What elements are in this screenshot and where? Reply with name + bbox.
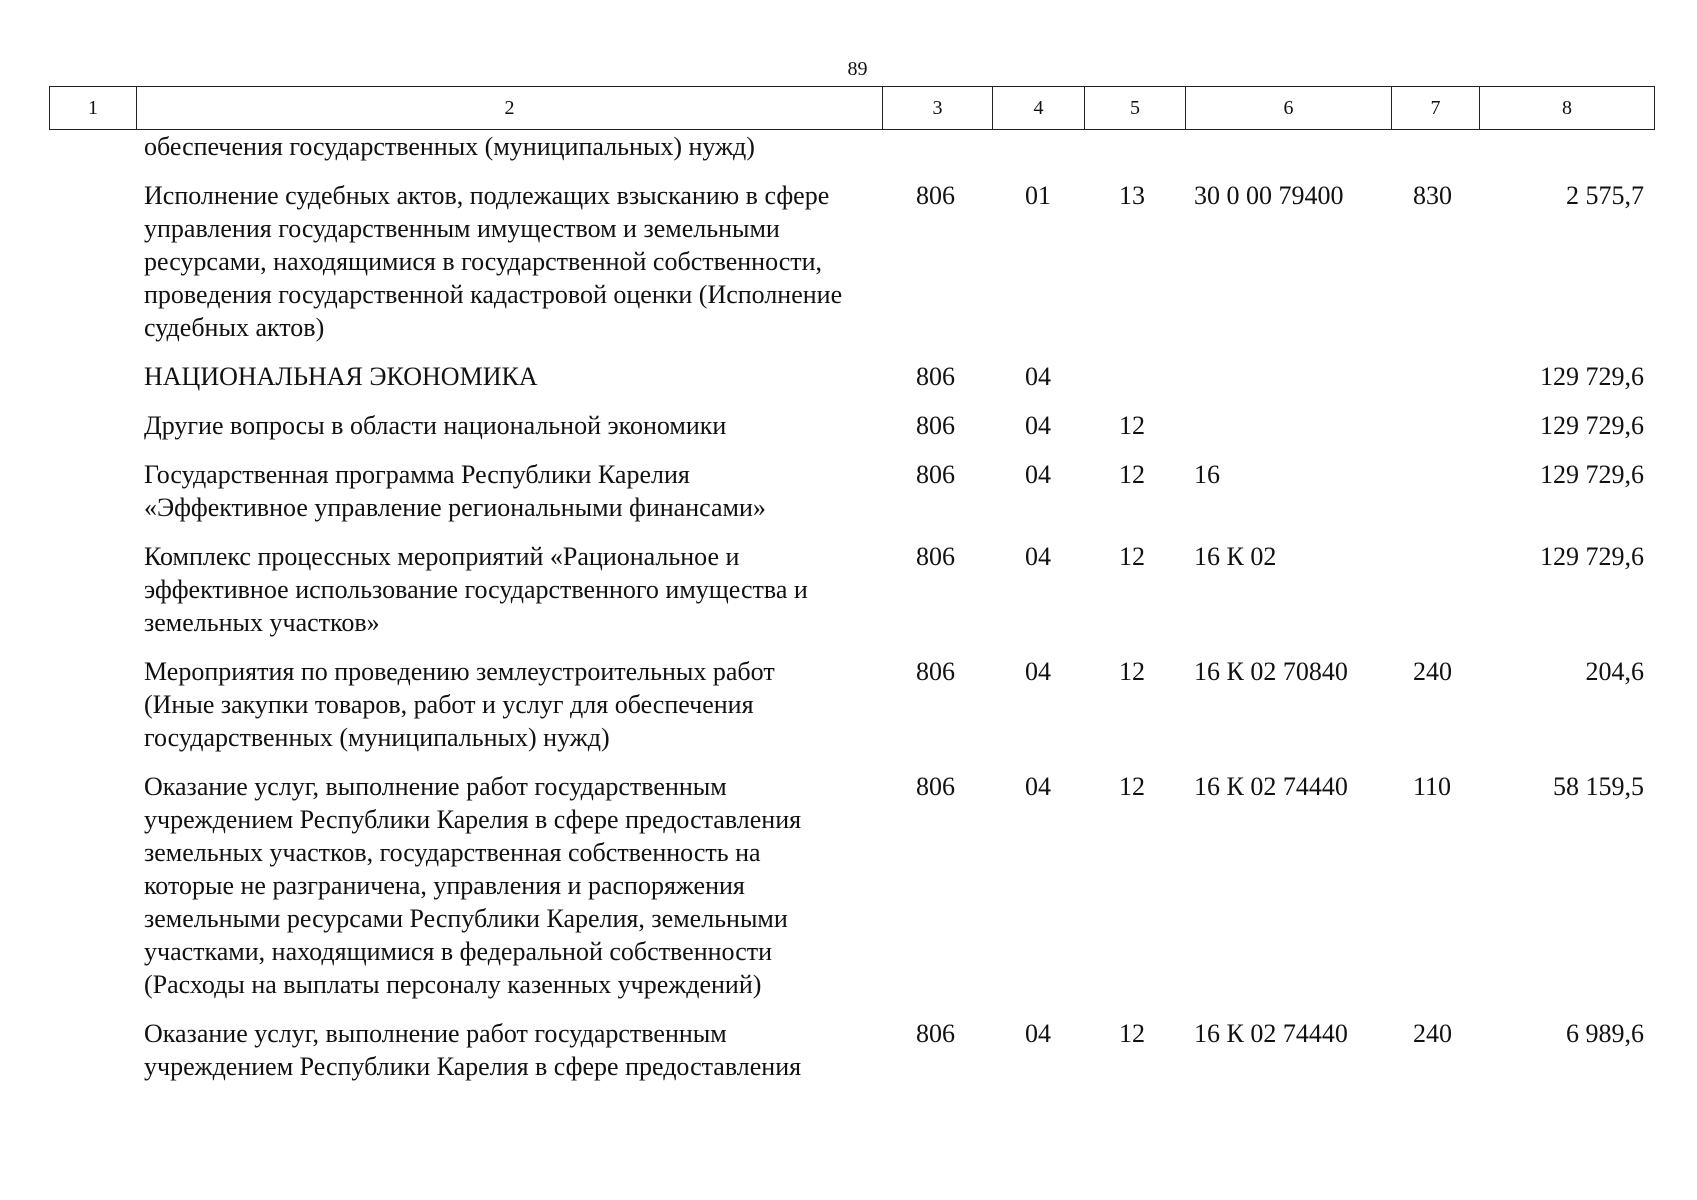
row-expense-type	[1391, 458, 1479, 540]
row-target-article: 16 К 02 74440	[1194, 1019, 1348, 1048]
row-subsection: 12	[1119, 411, 1145, 440]
row-name	[49, 655, 882, 770]
row-subsection: 13	[1119, 181, 1145, 210]
row-name-text: Комплекс процессных мероприятий «Рациональное и эффективное использование государственного имущества и земельных участков»	[144, 542, 808, 637]
row-expense-type: 110	[1413, 772, 1452, 801]
row-name	[49, 360, 882, 409]
row-code: 806	[916, 411, 955, 440]
table-row	[49, 130, 1654, 179]
row-target-article: 30 0 00 79400	[1194, 181, 1344, 210]
row-target-article	[1185, 409, 1391, 458]
row-target-article: 16 К 02 74440	[1194, 772, 1348, 801]
row-sum: 129 729,6	[1540, 542, 1644, 571]
row-name-text: НАЦИОНАЛЬНАЯ ЭКОНОМИКА	[144, 362, 538, 391]
row-code: 806	[916, 181, 955, 210]
row-target-article: 16 К 02 70840	[1194, 657, 1348, 686]
row-name	[49, 130, 882, 179]
row-name	[49, 179, 882, 360]
row-name-text: Государственная программа Республики Карелия «Эффективное управление региональными финансами»	[144, 460, 766, 522]
column-header-7: 7	[1392, 87, 1480, 130]
row-subsection	[1084, 360, 1185, 409]
table-row	[49, 179, 1654, 360]
column-header-1: 1	[50, 87, 137, 130]
row-sum: 129 729,6	[1540, 362, 1644, 391]
row-subsection: 12	[1119, 657, 1145, 686]
row-section: 04	[1025, 1019, 1051, 1048]
row-name-text: Оказание услуг, выполнение работ государственным учреждением Республики Карелия в сфере предоставления земельных участков, государственная собственность на которые не разграничена, управления и распоряжения земельными ресурсами Республики Карелия, земельными участками, находящимися в федеральной собственности (Расходы на выплаты персоналу казенных учреждений)	[144, 772, 802, 999]
row-target-article	[1185, 360, 1391, 409]
row-name-text: Оказание услуг, выполнение работ государственным учреждением Республики Карелия в сфере предоставления	[144, 1019, 802, 1081]
page-number: 89	[847, 58, 868, 80]
row-expense-type: 240	[1413, 657, 1452, 686]
row-sum: 129 729,6	[1540, 460, 1644, 489]
row-sum	[1479, 130, 1654, 179]
row-name	[49, 1017, 882, 1099]
row-code: 806	[916, 460, 955, 489]
row-code	[882, 130, 992, 179]
table-row	[49, 770, 1654, 1017]
row-section: 04	[1025, 542, 1051, 571]
column-header-5: 5	[1085, 87, 1186, 130]
row-subsection: 12	[1119, 460, 1145, 489]
column-header-2: 2	[137, 87, 883, 130]
row-name-text: обеспечения государственных (муниципальных) нужд)	[144, 132, 755, 161]
column-header-6: 6	[1186, 87, 1392, 130]
row-name	[49, 540, 882, 655]
row-sum: 2 575,7	[1566, 181, 1644, 210]
row-expense-type: 830	[1413, 181, 1452, 210]
column-header-table	[49, 86, 1655, 130]
column-header-4: 4	[993, 87, 1085, 130]
row-section	[992, 130, 1084, 179]
row-code: 806	[916, 657, 955, 686]
row-expense-type	[1391, 409, 1479, 458]
table-rows	[49, 130, 1654, 1099]
column-header-row	[50, 87, 1655, 130]
table-row	[49, 655, 1654, 770]
row-section: 04	[1025, 460, 1051, 489]
row-section: 01	[1025, 181, 1051, 210]
row-target-article: 16	[1194, 460, 1220, 489]
row-section: 04	[1025, 411, 1051, 440]
row-subsection: 12	[1119, 772, 1145, 801]
row-subsection: 12	[1119, 542, 1145, 571]
column-header-3: 3	[883, 87, 993, 130]
row-expense-type	[1391, 360, 1479, 409]
row-name-text: Другие вопросы в области национальной экономики	[144, 411, 727, 440]
row-code: 806	[916, 362, 955, 391]
row-subsection: 12	[1119, 1019, 1145, 1048]
budget-table-body	[49, 130, 1654, 1099]
row-target-article: 16 К 02	[1194, 542, 1277, 571]
row-expense-type	[1391, 540, 1479, 655]
row-section: 04	[1025, 772, 1051, 801]
row-sum: 6 989,6	[1566, 1019, 1644, 1048]
row-section: 04	[1025, 362, 1051, 391]
row-code: 806	[916, 1019, 955, 1048]
table-row	[49, 409, 1654, 458]
row-name	[49, 770, 882, 1017]
row-code: 806	[916, 772, 955, 801]
row-sum: 58 159,5	[1553, 772, 1644, 801]
table-row	[49, 540, 1654, 655]
table-row	[49, 1017, 1654, 1099]
row-sum: 129 729,6	[1540, 411, 1644, 440]
table-row	[49, 360, 1654, 409]
row-name	[49, 409, 882, 458]
column-header-8: 8	[1480, 87, 1655, 130]
row-code: 806	[916, 542, 955, 571]
row-expense-type: 240	[1413, 1019, 1452, 1048]
row-name-text: Мероприятия по проведению землеустроительных работ (Иные закупки товаров, работ и услуг для обеспечения государственных (муниципальных) нужд)	[144, 657, 775, 752]
row-name-text: Исполнение судебных актов, подлежащих взысканию в сфере управления государственным имуществом и земельными ресурсами, находящимися в государственной собственности, проведения государственной кадастровой оценки (Исполнение судебных актов)	[144, 181, 843, 342]
row-target-article	[1185, 130, 1391, 179]
row-sum: 204,6	[1585, 657, 1644, 686]
table-row	[49, 458, 1654, 540]
row-section: 04	[1025, 657, 1051, 686]
row-name	[49, 458, 882, 540]
row-subsection	[1084, 130, 1185, 179]
row-expense-type	[1391, 130, 1479, 179]
